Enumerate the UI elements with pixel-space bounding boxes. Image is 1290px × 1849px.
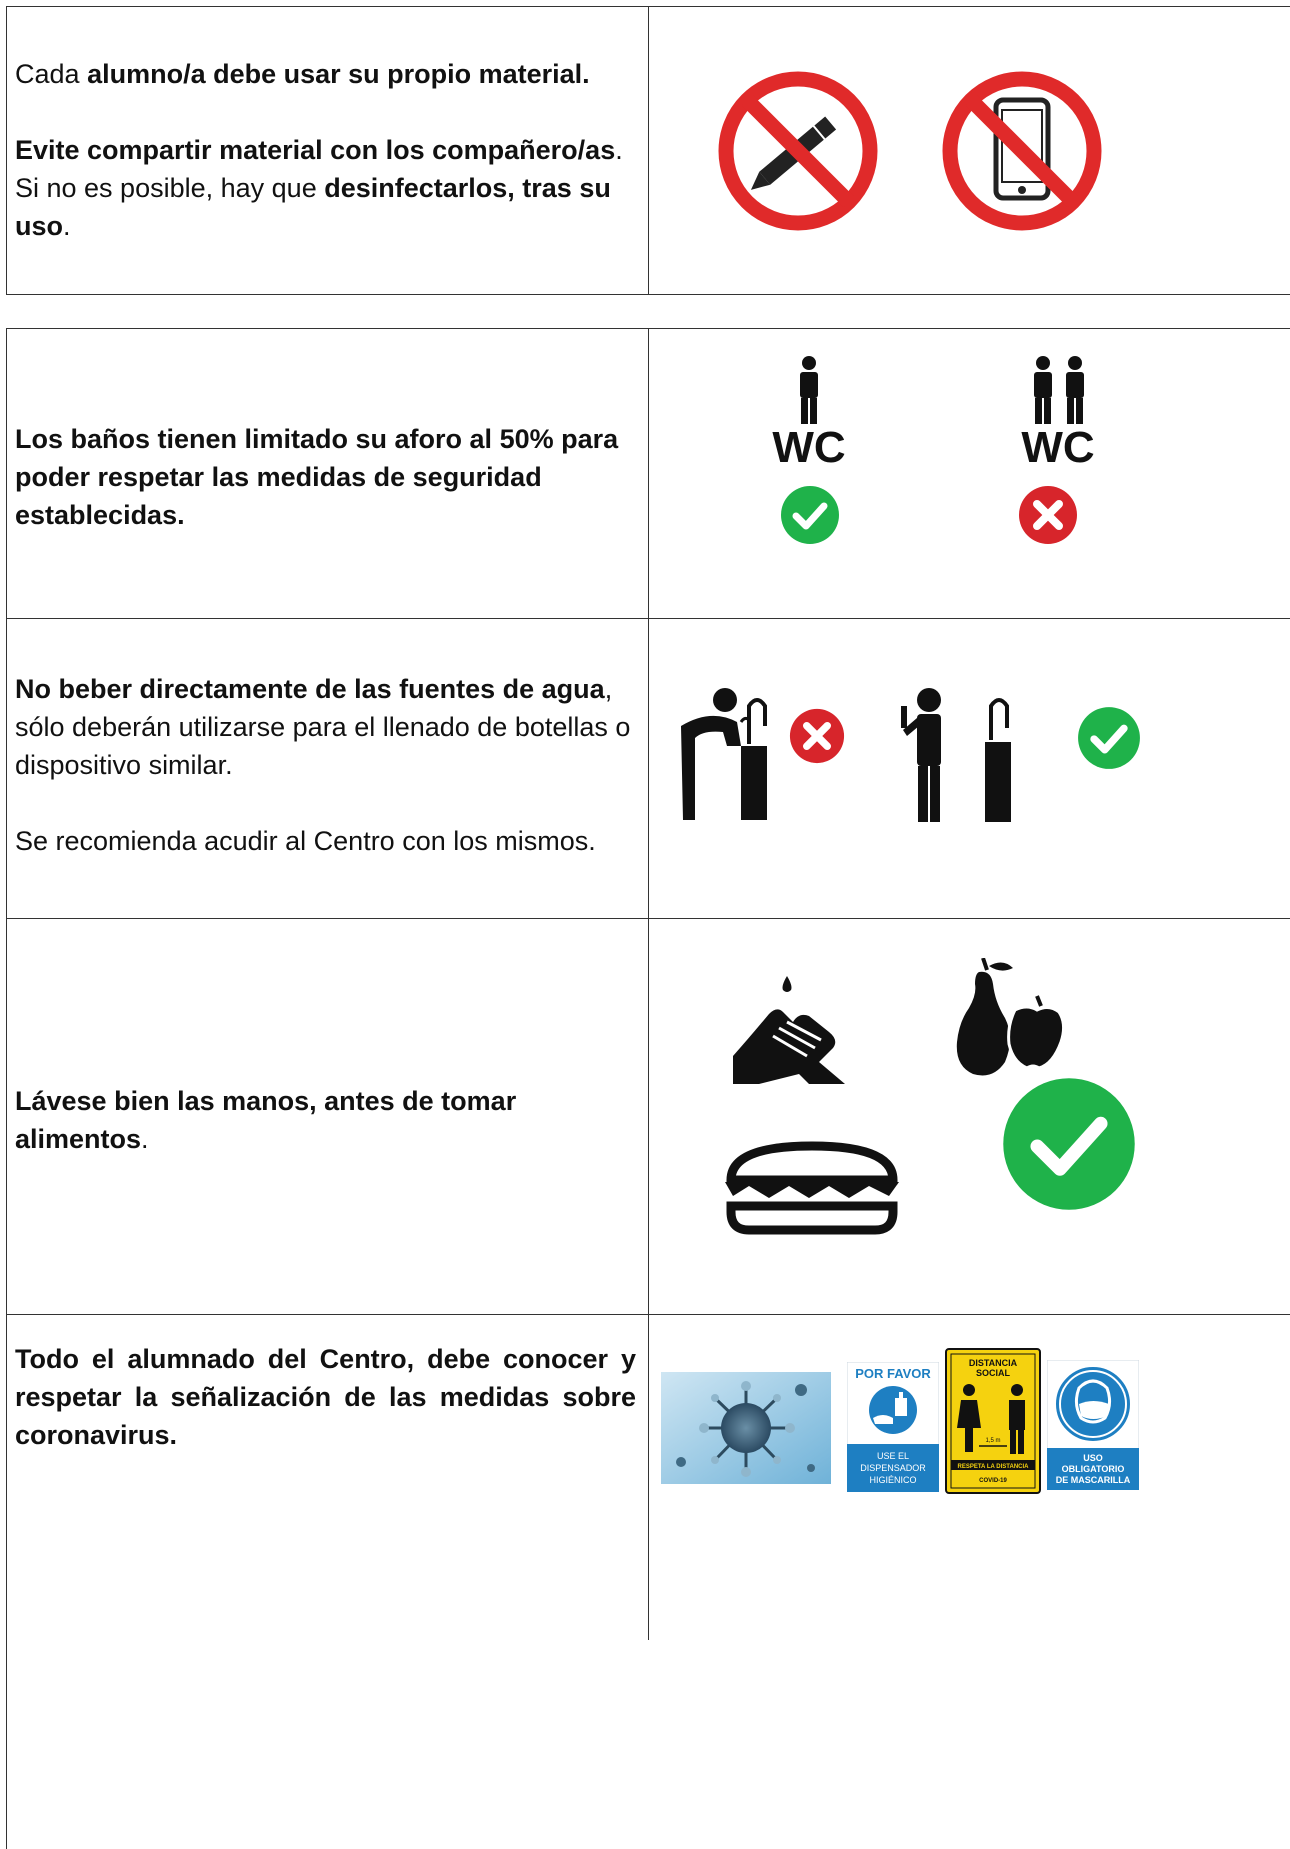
svg-text:USE EL: USE EL [876,1451,910,1461]
svg-text:DE MASCARILLA: DE MASCARILLA [1055,1475,1131,1485]
svg-text:OBLIGATORIO: OBLIGATORIO [1061,1464,1125,1474]
text-run: . [141,1124,149,1154]
text-cell [7,1314,649,1640]
row-bathrooms [6,328,1290,618]
paragraph [15,420,636,534]
svg-text:DISTANCIA: DISTANCIA [968,1358,1018,1368]
paragraph [15,670,636,784]
svg-text:HIGIÉNICO: HIGIÉNICO [869,1475,917,1485]
svg-text:COVID-19: COVID-19 [979,1478,1007,1484]
no-phone-icon [941,70,1103,232]
text-run: , sólo deberán utilizarse para el llenado de botellas o dispositivo similar. [15,674,631,780]
mask-sign [1047,1360,1139,1490]
dispenser-sign [847,1362,939,1492]
divider-end [645,1800,651,1849]
paragraph [15,822,636,860]
distance-sign [945,1348,1041,1494]
text-cell [7,618,649,918]
image-cell [649,918,1290,1314]
row-water-fountains [6,618,1290,918]
svg-text:DISPENSADOR: DISPENSADOR [860,1463,926,1473]
text-cell [7,328,649,618]
bold-text: Todo el alumnado del Centro, debe conocer y respetar la señalización de las medidas sobre coronavirus. [15,1344,636,1450]
bold-text: Lávese bien las manos, antes de tomar alimentos [15,1086,517,1154]
cross-icon [789,708,845,764]
text-run: Cada [15,59,88,89]
fruit-icon [953,958,1065,1080]
row-shared-material [6,6,1290,294]
paragraph [15,1340,636,1454]
bold-text: alumno/a debe usar su propio material. [87,59,590,89]
svg-text:1,5 m: 1,5 m [985,1438,1001,1444]
row-signage [6,1314,1290,1849]
bold-text: desinfectarlos, tras su uso [15,173,611,241]
sandwich-icon [719,1140,905,1236]
bold-text: Los baños tienen limitado su aforo al 50% para poder respetar las medidas de seguridad establecidas. [15,424,619,530]
row-wash-hands [6,918,1290,1314]
bold-text: No beber directamente de las fuentes de agua [15,674,605,704]
cross-icon [1018,485,1078,545]
wc-single-person-icon [764,354,854,469]
image-cell [649,1314,1290,1849]
bottle-drinking-icon [889,686,1029,826]
paragraph [15,1082,636,1158]
svg-text:USO: USO [1083,1453,1103,1463]
table-border [6,294,1290,295]
check-icon [1001,1076,1137,1212]
svg-text:WC: WC [1021,423,1095,469]
bold-text: Evite compartir material con los compañero/as [15,135,616,165]
check-icon [1077,706,1141,770]
virus-image [661,1372,831,1484]
paragraph [15,55,636,93]
svg-text:POR FAVOR: POR FAVOR [855,1366,931,1381]
no-pencil-icon [717,70,879,232]
svg-text:WC: WC [772,423,846,469]
text-run: . Si no es posible, hay que [15,135,623,203]
hand-washing-icon [729,976,847,1086]
svg-text:RESPETA LA DISTANCIA: RESPETA LA DISTANCIA [957,1464,1029,1470]
svg-text:SOCIAL: SOCIAL [975,1368,1011,1378]
text-cell [7,918,649,1314]
wc-two-persons-icon [1013,354,1103,469]
image-cell [649,328,1290,618]
image-cell [649,618,1290,918]
paragraph [15,131,636,245]
image-cell [649,6,1290,294]
text-run: . [63,211,71,241]
drinking-fountain-icon [671,686,781,826]
text-run: Se recomienda acudir al Centro con los mismos. [15,826,596,856]
check-icon [780,485,840,545]
text-cell [7,6,649,294]
